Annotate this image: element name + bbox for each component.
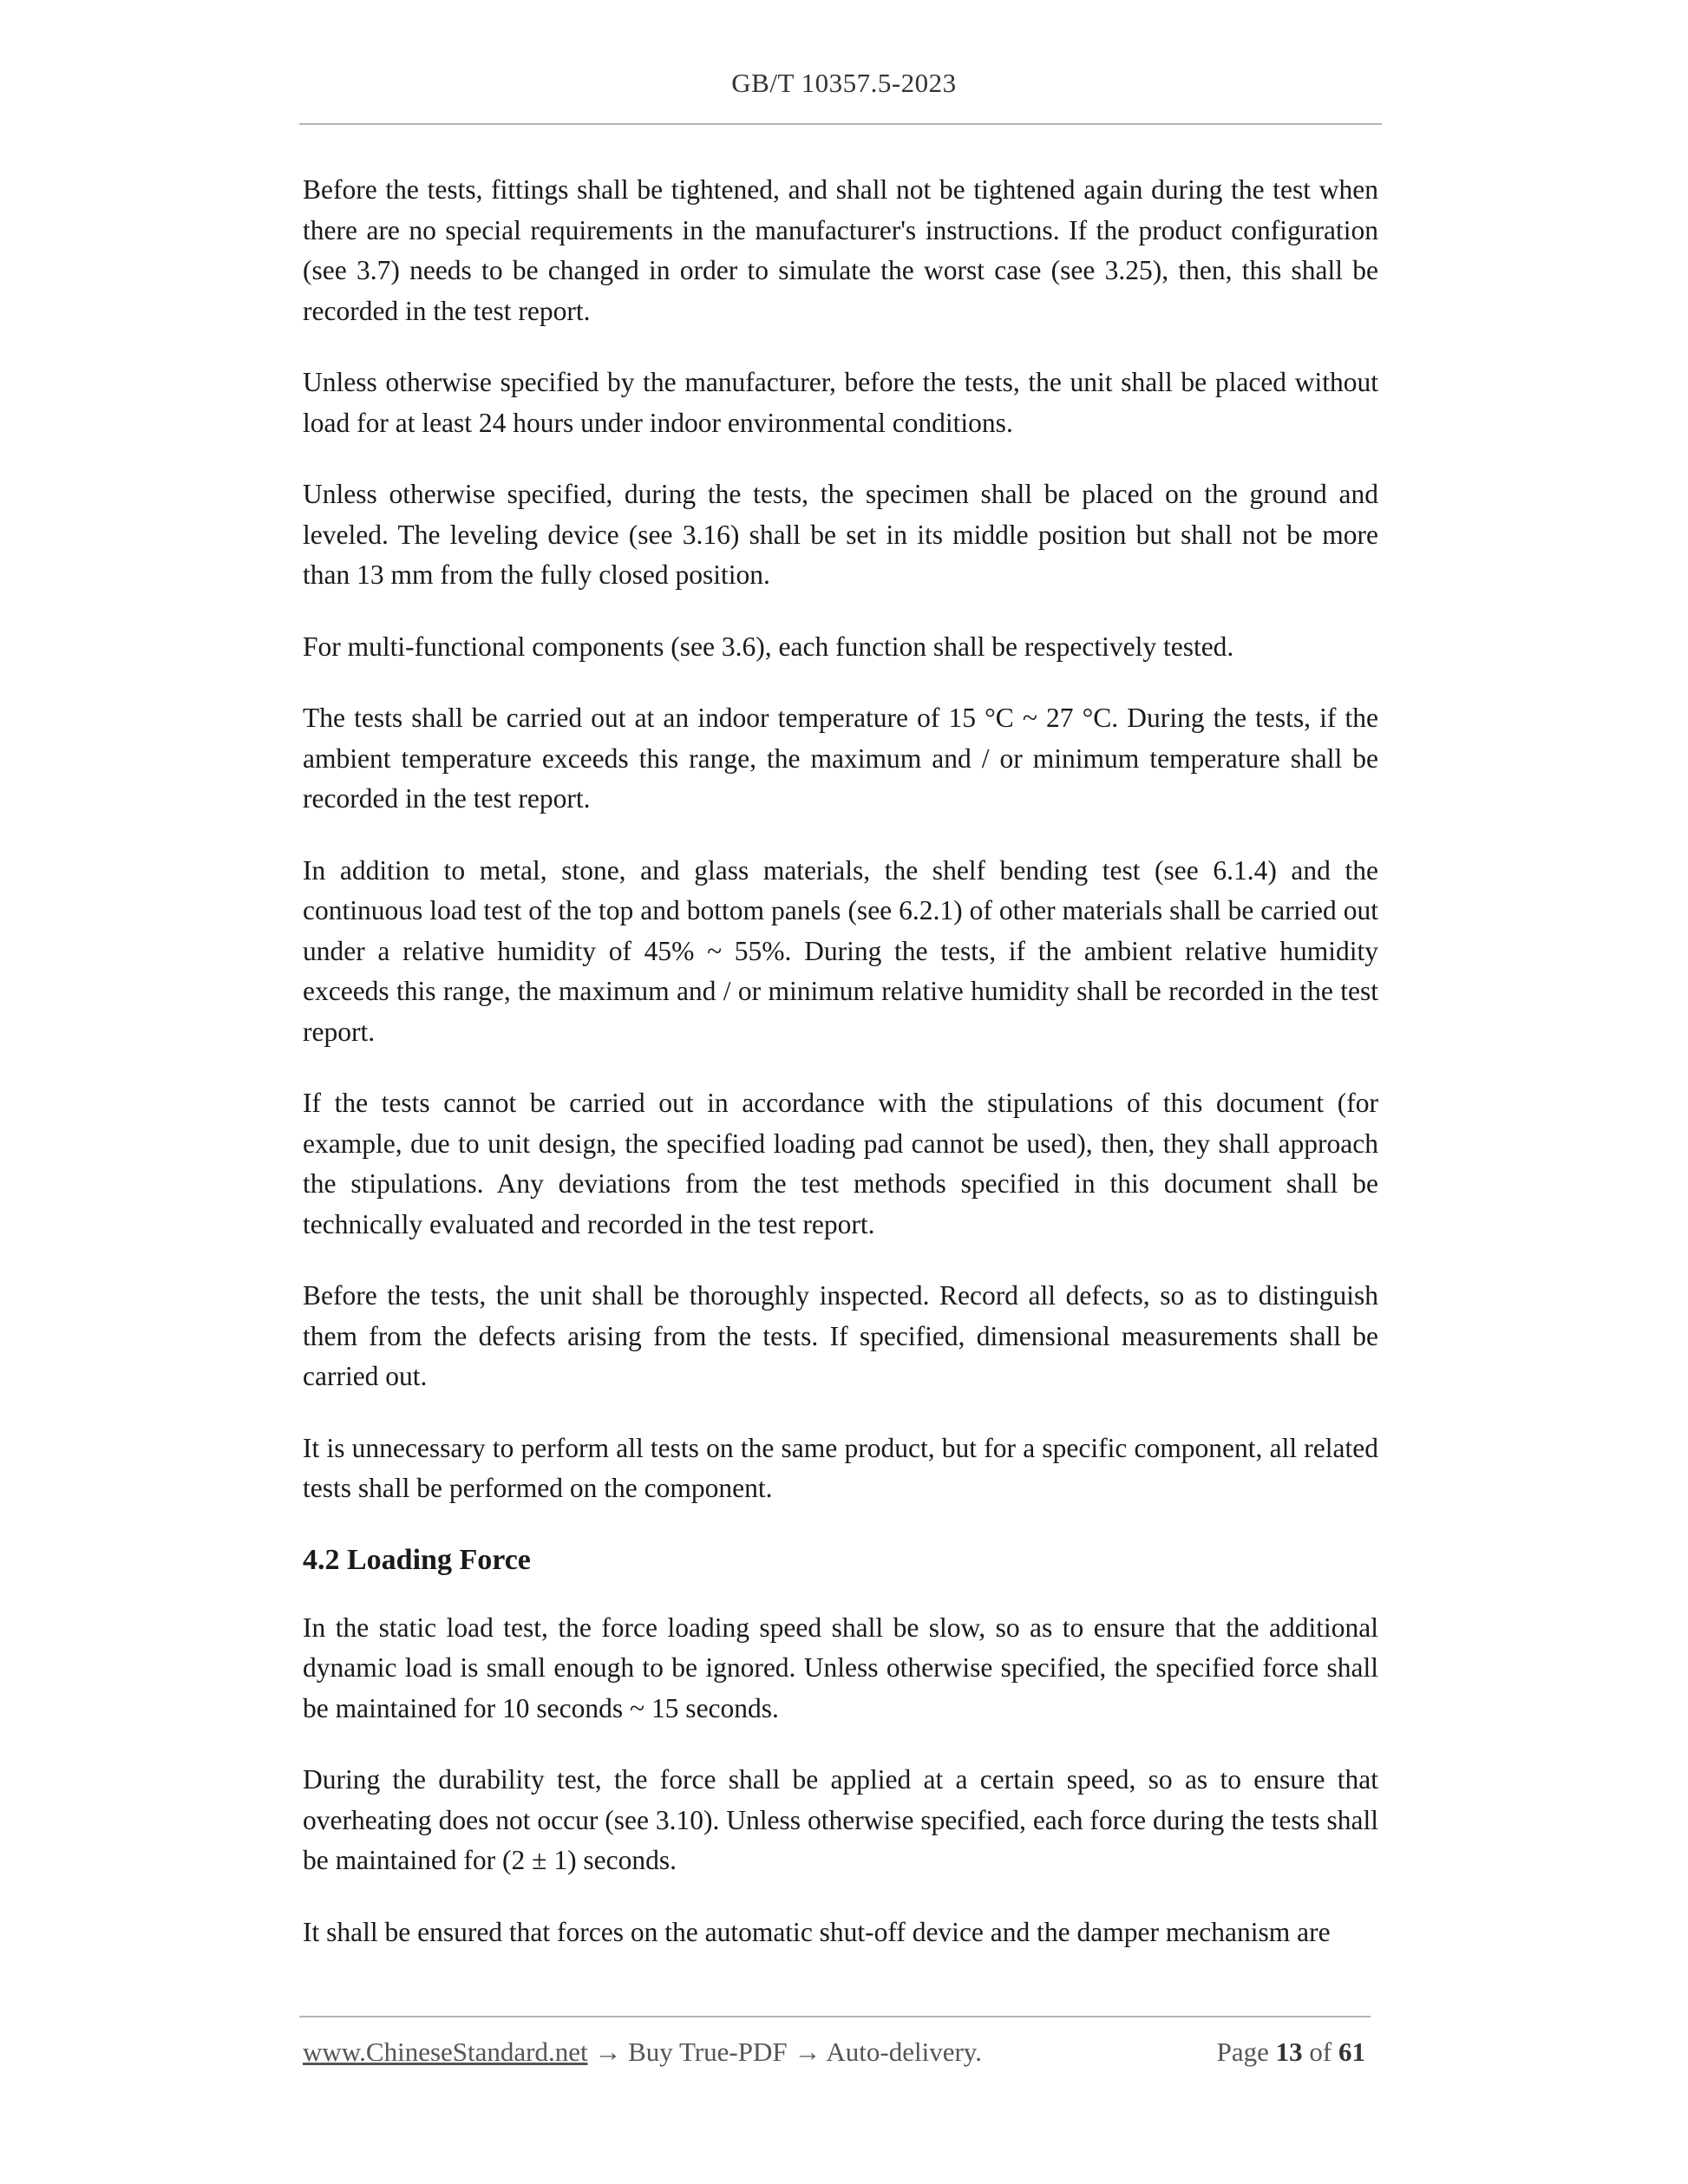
paragraph-inspection: Before the tests, the unit shall be thoroughly inspected. Record all defects, so as to distinguish them from the defects arising from the tests. If specified, dimensional measurements shall be carried out. [303, 1280, 1378, 1391]
page-number: 13 [1275, 2037, 1303, 2067]
paragraph-humidity: In addition to metal, stone, and glass materials, the shelf bending test (see 6.1.4) and the continuous load test of the top and bottom panels (see 6.2.1) of other materials shall be carried out under a relative humidity of 45% ~ 55%. During the tests, if the ambient relative humidity exceeds this range, the maximum and / or minimum relative humidity shall be recorded in the test report. [303, 854, 1378, 1047]
page-indicator [1217, 2037, 1365, 2068]
footer-promo [303, 2037, 982, 2068]
of-label: of [1309, 2037, 1332, 2067]
section-heading-loading-force: 4.2 Loading Force [303, 1543, 531, 1576]
document-code-header: GB/T 10357.5-2023 [731, 68, 957, 98]
buy-true-pdf-text: Buy True-PDF [628, 2037, 788, 2067]
paragraph-same-product: It is unnecessary to perform all tests on the same product, but for a specific component, all related tests shall be performed on the component. [303, 1432, 1378, 1503]
paragraph-leveling: Unless otherwise specified, during the tests, the specimen shall be placed on the ground and leveled. The leveling device (see 3.16) shall be set in its middle position but shall not be more than 13 mm from the fully closed position. [303, 479, 1378, 590]
page-total: 61 [1338, 2037, 1365, 2067]
paragraph-static-load: In the static load test, the force loading speed shall be slow, so as to ensure that the additional dynamic load is small enough to be ignored. Unless otherwise specified, the specified force shall be maintained for 10 seconds ~ 15 seconds. [303, 1612, 1378, 1723]
paragraph-shut-off-device: It shall be ensured that forces on the automatic shut-off device and the damper mechanism are [303, 1916, 1331, 1947]
page-label: Page [1216, 2037, 1269, 2067]
paragraph-deviations: If the tests cannot be carried out in accordance with the stipulations of this document (for example, due to unit design, the specified loading pad cannot be used), then, they shall approach the stipulations. Any deviations from the test methods specified in this document shall be technically evaluated and recorded in the test report. [303, 1088, 1378, 1239]
website-link[interactable]: www.ChineseStandard.net [303, 2037, 588, 2067]
paragraph-fittings: Before the tests, fittings shall be tightened, and shall not be tightened again during the test when there are no special requirements in the manufacturer's instructions. If the product configuration (see 3.7) needs to be changed in order to simulate the worst case (see 3.25), then, this shall be recorded in the test report. [303, 174, 1378, 326]
arrow-right-icon: → [594, 2037, 622, 2067]
page-body [303, 170, 1378, 1984]
footer-divider [299, 2016, 1371, 2017]
paragraph-unloaded-placement: Unless otherwise specified by the manufacturer, before the tests, the unit shall be placed without load for at least 24 hours under indoor environmental conditions. [303, 367, 1378, 438]
paragraph-multi-functional: For multi-functional components (see 3.6), each function shall be respectively tested. [303, 631, 1234, 662]
paragraph-temperature: The tests shall be carried out at an indoor temperature of 15 °C ~ 27 °C. During the tests, if the ambient temperature exceeds this range, the maximum and / or minimum temperature shall be recorded in the test report. [303, 703, 1378, 814]
header-divider [299, 123, 1382, 125]
auto-delivery-text: Auto-delivery. [826, 2037, 983, 2067]
paragraph-durability: During the durability test, the force shall be applied at a certain speed, so as to ensure that overheating does not occur (see 3.10). Unless otherwise specified, each force during the tests shall be maintained for (2 ± 1) seconds. [303, 1764, 1378, 1875]
arrow-right-icon: → [794, 2037, 821, 2067]
